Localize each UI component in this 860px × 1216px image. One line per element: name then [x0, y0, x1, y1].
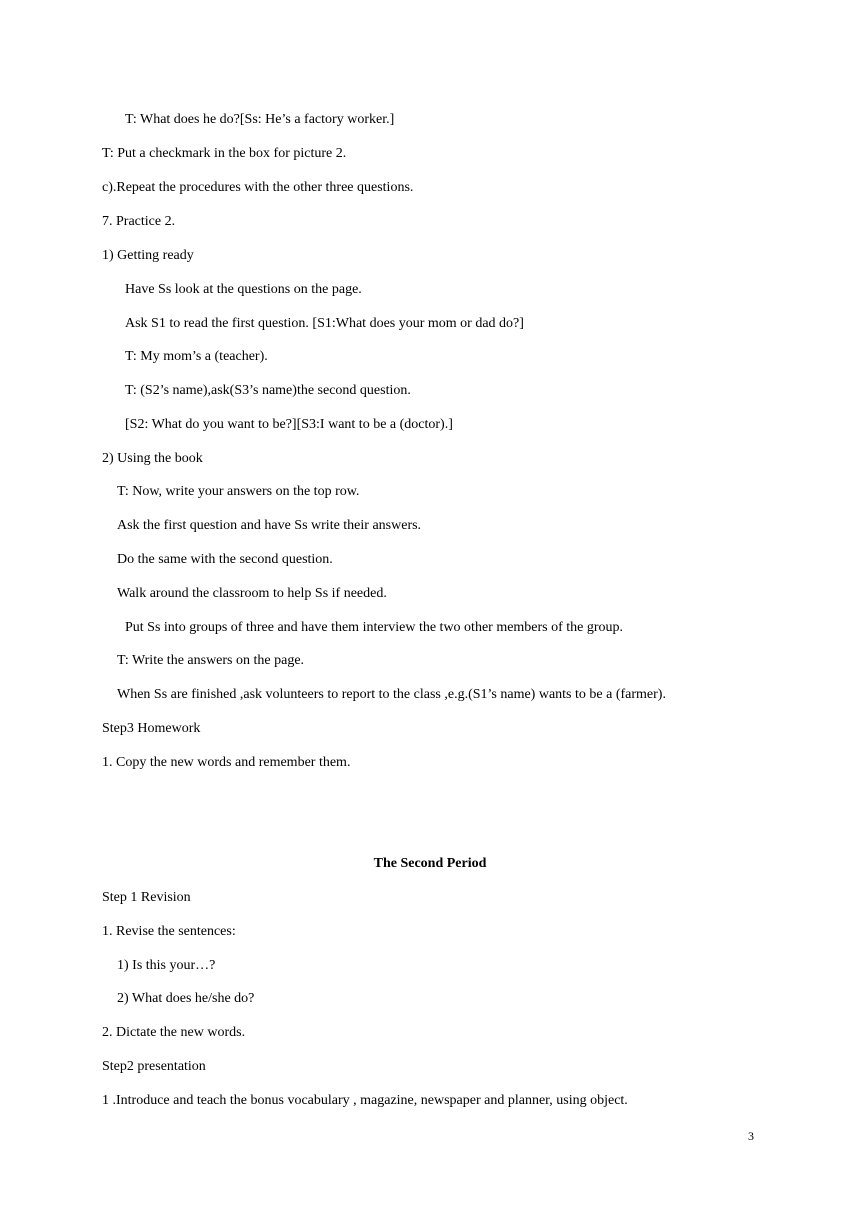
text-line: 2. Dictate the new words. [102, 1025, 246, 1040]
text-line: T: What does he do?[Ss: He’s a factory worker.] [125, 112, 395, 127]
text-line: 1) Is this your…? [117, 958, 216, 973]
text-line: When Ss are finished ,ask volunteers to report to the class ,e.g.(S1’s name) wants to be a (farmer). [117, 687, 666, 702]
text-line: Walk around the classroom to help Ss if needed. [117, 586, 387, 601]
text-line: Step2 presentation [102, 1059, 206, 1074]
text-line: Ask S1 to read the first question. [S1:What does your mom or dad do?] [125, 316, 524, 331]
text-line: 7. Practice 2. [102, 214, 176, 229]
section-title: The Second Period [373, 856, 487, 871]
text-line: T: Write the answers on the page. [117, 653, 305, 668]
text-line: 1. Revise the sentences: [102, 924, 236, 939]
text-line: 1. Copy the new words and remember them. [102, 755, 351, 770]
text-line: Step 1 Revision [102, 890, 191, 905]
text-line: 1) Getting ready [102, 248, 194, 263]
text-line: T: Now, write your answers on the top row. [117, 484, 360, 499]
text-line: [S2: What do you want to be?][S3:I want to be a (doctor).] [125, 417, 453, 432]
text-line: T: (S2’s name),ask(S3’s name)the second question. [125, 383, 411, 398]
text-line: 2) What does he/she do? [117, 991, 255, 1006]
text-line: T: My mom’s a (teacher). [125, 349, 268, 364]
text-line: c).Repeat the procedures with the other three questions. [102, 180, 414, 195]
text-line: 1 .Introduce and teach the bonus vocabulary , magazine, newspaper and planner, using object. [102, 1093, 628, 1108]
text-line: Have Ss look at the questions on the page. [125, 282, 362, 297]
page-number: 3 [748, 1129, 754, 1143]
text-line: Step3 Homework [102, 721, 201, 736]
text-line: Do the same with the second question. [117, 552, 333, 567]
text-line: 2) Using the book [102, 451, 203, 466]
text-line: Ask the first question and have Ss write their answers. [117, 518, 422, 533]
text-line: Put Ss into groups of three and have them interview the two other members of the group. [125, 620, 624, 635]
text-line: T: Put a checkmark in the box for picture 2. [102, 146, 347, 161]
